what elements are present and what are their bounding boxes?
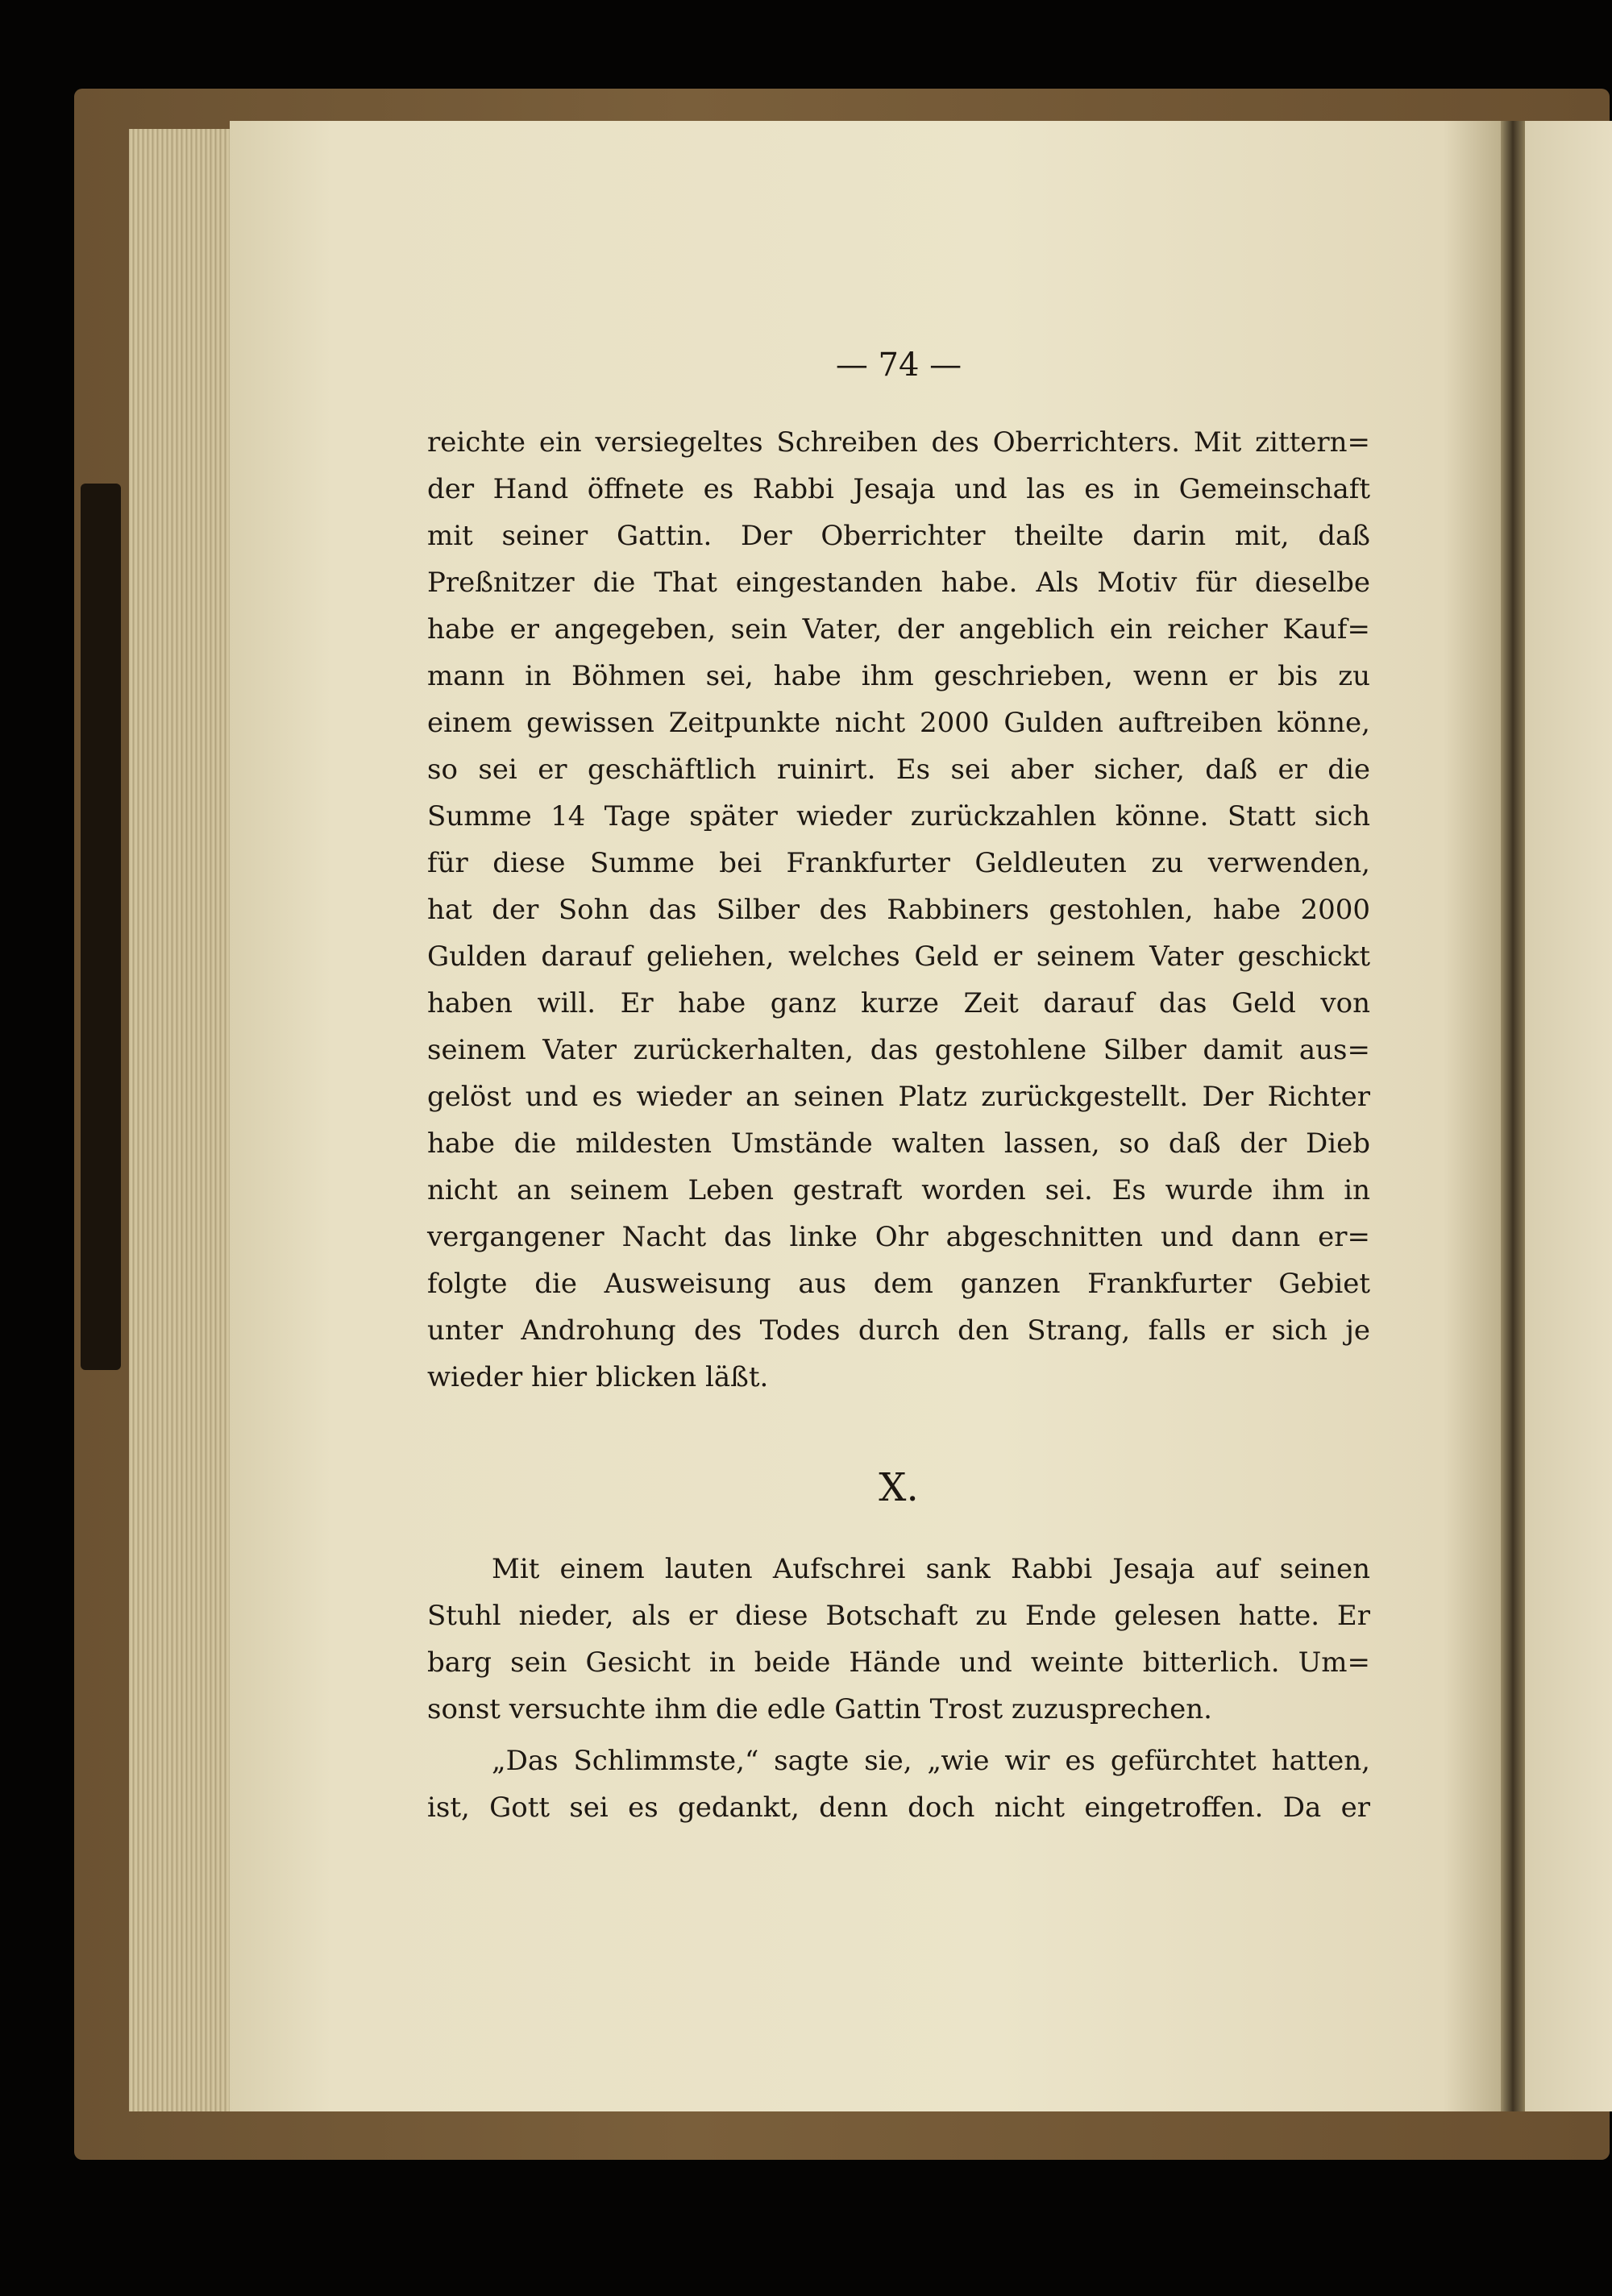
text-line: der Hand öffnete es Rabbi Jesaja und las es in Gemeinschaft xyxy=(427,473,1370,505)
facing-page-edge xyxy=(1525,121,1612,2111)
book-gutter xyxy=(1501,121,1525,2111)
text-line: seinem Vater zurückerhalten, das gestohlene Silber damit aus= xyxy=(427,1034,1370,1066)
text-line: vergangener Nacht das linke Ohr abgeschnitten und dann er= xyxy=(427,1221,1370,1253)
text-line: habe er angegeben, sein Vater, der angeblich ein reicher Kauf= xyxy=(427,613,1370,646)
page-number: — 74 — xyxy=(835,347,962,384)
text-line: einem gewissen Zeitpunkte nicht 2000 Gulden auftreiben könne, xyxy=(427,707,1370,739)
text-line: habe die mildesten Umstände walten lassen, so daß der Dieb xyxy=(427,1127,1370,1160)
text-line: mann in Böhmen sei, habe ihm geschrieben, wenn er bis zu xyxy=(427,660,1370,692)
text-line: Mit einem lauten Aufschrei sank Rabbi Jesaja auf seinen xyxy=(492,1553,1370,1585)
cover-tab xyxy=(81,484,121,1370)
text-line: sonst versuchte ihm die edle Gattin Trost zuzusprechen. xyxy=(427,1693,1212,1725)
text-line: für diese Summe bei Frankfurter Geldleuten zu verwenden, xyxy=(427,847,1370,879)
text-line: reichte ein versiegeltes Schreiben des Oberrichters. Mit zittern= xyxy=(427,426,1370,459)
page-edges xyxy=(129,129,234,2111)
text-line: unter Androhung des Todes durch den Strang, falls er sich je xyxy=(427,1314,1370,1347)
text-line: Gulden darauf geliehen, welches Geld er seinem Vater geschickt xyxy=(427,940,1370,973)
paragraph-1 xyxy=(427,419,1370,1401)
text-line: haben will. Er habe ganz kurze Zeit darauf das Geld von xyxy=(427,987,1370,1019)
text-line: Stuhl nieder, als er diese Botschaft zu Ende gelesen hatte. Er xyxy=(427,1600,1370,1632)
page-text xyxy=(427,419,1370,1831)
paragraph-3 xyxy=(427,1738,1370,1831)
text-line: barg sein Gesicht in beide Hände und weinte bitterlich. Um= xyxy=(427,1646,1370,1679)
text-line: gelöst und es wieder an seinen Platz zurückgestellt. Der Richter xyxy=(427,1081,1370,1113)
text-line: hat der Sohn das Silber des Rabbiners gestohlen, habe 2000 xyxy=(427,894,1370,926)
paragraph-2 xyxy=(427,1546,1370,1733)
text-line: wieder hier blicken läßt. xyxy=(427,1361,769,1393)
text-line: Summe 14 Tage später wieder zurückzahlen könne. Statt sich xyxy=(427,800,1370,832)
text-line: nicht an seinem Leben gestraft worden sei. Es wurde ihm in xyxy=(427,1174,1370,1206)
text-line: folgte die Ausweisung aus dem ganzen Frankfurter Gebiet xyxy=(427,1268,1370,1300)
text-line: „Das Schlimmste,“ sagte sie, „wie wir es gefürchtet hatten, xyxy=(492,1745,1370,1777)
text-line: mit seiner Gattin. Der Oberrichter theilte darin mit, daß xyxy=(427,520,1370,552)
text-line: ist, Gott sei es gedankt, denn doch nicht eingetroffen. Da er xyxy=(427,1792,1370,1824)
text-line: Preßnitzer die That eingestanden habe. Als Motiv für dieselbe xyxy=(427,567,1370,599)
chapter-heading: X. xyxy=(879,1465,919,1510)
text-line: so sei er geschäftlich ruinirt. Es sei aber sicher, daß er die xyxy=(427,754,1370,786)
